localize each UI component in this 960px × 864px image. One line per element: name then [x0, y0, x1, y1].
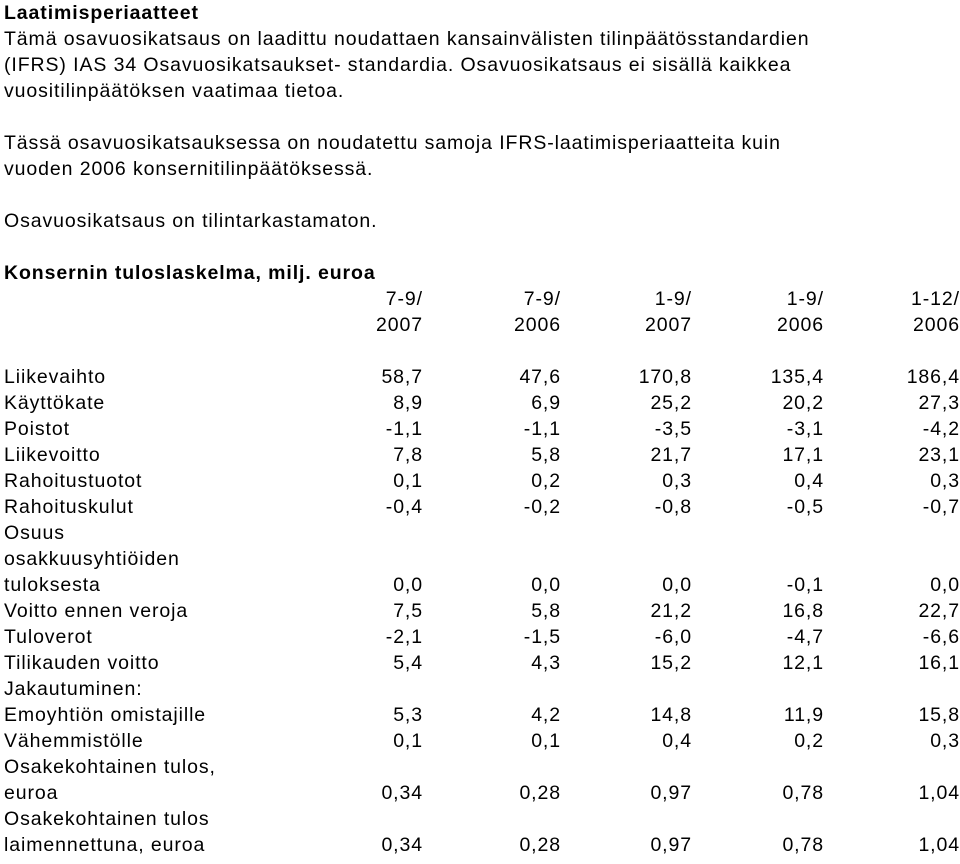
row-label: Tuloverot — [4, 626, 93, 648]
header-empty-cell — [4, 312, 241, 338]
value-cell: 0,1 — [531, 730, 561, 752]
value-cell: -0,7 — [922, 496, 960, 518]
value-cell — [241, 546, 423, 572]
column-header-year: 2006 — [913, 314, 960, 336]
value-cell: 21,7 — [650, 444, 692, 466]
paragraph-line: Tässä osavuosikatsauksessa on noudatettu samoja IFRS-laatimisperiaatteita kuin — [4, 132, 781, 154]
value-cell: 0,78 — [782, 834, 824, 856]
table-row — [4, 520, 960, 546]
table-row — [4, 416, 960, 442]
column-header-period: 1-9/ — [654, 288, 692, 310]
value-cell — [824, 520, 960, 546]
paragraph-line: vuositilinpäätöksen vaatimaa tietoa. — [4, 80, 345, 102]
row-label: Liikevaihto — [4, 366, 107, 388]
table-row — [4, 468, 960, 494]
paragraph-unaudited: Osavuosikatsaus on tilintarkastamaton. — [4, 210, 378, 232]
value-cell: 47,6 — [519, 366, 561, 388]
value-cell: 16,8 — [782, 600, 824, 622]
value-cell — [561, 520, 692, 546]
value-cell: 1,04 — [918, 834, 960, 856]
value-cell: 0,4 — [662, 730, 692, 752]
table-row — [4, 572, 960, 598]
value-cell: 135,4 — [770, 366, 824, 388]
value-cell — [423, 676, 561, 702]
row-label: Tilikauden voitto — [4, 652, 160, 674]
value-cell: 4,2 — [531, 704, 561, 726]
value-cell — [692, 754, 824, 780]
value-cell: 0,3 — [930, 730, 960, 752]
value-cell — [824, 806, 960, 832]
row-label: osakkuusyhtiöiden — [4, 548, 180, 570]
value-cell — [824, 546, 960, 572]
table-row — [4, 728, 960, 754]
row-label: Poistot — [4, 418, 70, 440]
value-cell: 27,3 — [918, 392, 960, 414]
value-cell: 0,78 — [782, 782, 824, 804]
value-cell: 12,1 — [782, 652, 824, 674]
value-cell: 16,1 — [918, 652, 960, 674]
table-body — [4, 364, 960, 858]
table-row — [4, 442, 960, 468]
value-cell: 20,2 — [782, 392, 824, 414]
value-cell — [423, 754, 561, 780]
row-label: Vähemmistölle — [4, 730, 144, 752]
value-cell: 0,97 — [650, 834, 692, 856]
value-cell: -0,5 — [786, 496, 824, 518]
header-row-periods — [4, 286, 960, 312]
header-row-years — [4, 312, 960, 338]
value-cell: -1,1 — [385, 418, 423, 440]
value-cell: 15,2 — [650, 652, 692, 674]
value-cell — [241, 676, 423, 702]
paragraph-line: vuoden 2006 konsernitilinpäätöksessä. — [4, 158, 374, 180]
value-cell: -4,7 — [786, 626, 824, 648]
value-cell: 6,9 — [531, 392, 561, 414]
value-cell — [824, 676, 960, 702]
value-cell — [561, 806, 692, 832]
value-cell: 0,97 — [650, 782, 692, 804]
value-cell: 0,1 — [393, 470, 423, 492]
value-cell: 21,2 — [650, 600, 692, 622]
section-heading-accounting-principles: Laatimisperiaatteet — [4, 2, 199, 24]
row-label: Rahoituskulut — [4, 496, 134, 518]
value-cell — [824, 754, 960, 780]
table-row — [4, 494, 960, 520]
column-header-year: 2007 — [376, 314, 423, 336]
value-cell: 7,5 — [393, 600, 423, 622]
paragraph-ifrs-principles — [4, 130, 958, 182]
value-cell: -2,1 — [385, 626, 423, 648]
value-cell — [241, 520, 423, 546]
value-cell: -6,6 — [922, 626, 960, 648]
value-cell: 186,4 — [906, 366, 960, 388]
row-label: Osakekohtainen tulos, — [4, 756, 216, 778]
value-cell: 0,0 — [662, 574, 692, 596]
column-header-period: 1-12/ — [911, 288, 960, 310]
value-cell: -4,2 — [922, 418, 960, 440]
value-cell: -0,8 — [654, 496, 692, 518]
table-row — [4, 676, 960, 702]
row-label: Osuus — [4, 522, 65, 544]
value-cell — [561, 754, 692, 780]
value-cell: -0,2 — [523, 496, 561, 518]
value-cell: 0,4 — [794, 470, 824, 492]
value-cell: -0,4 — [385, 496, 423, 518]
row-label: Osakekohtainen tulos — [4, 808, 210, 830]
table-row — [4, 754, 960, 780]
spacer — [4, 182, 958, 208]
value-cell — [692, 546, 824, 572]
row-label: euroa — [4, 782, 59, 804]
row-label: Käyttökate — [4, 392, 106, 414]
value-cell: 5,3 — [393, 704, 423, 726]
column-header-year: 2006 — [777, 314, 824, 336]
value-cell: 1,04 — [918, 782, 960, 804]
document-page — [4, 0, 958, 858]
value-cell: 58,7 — [381, 366, 423, 388]
spacer — [4, 104, 958, 130]
row-label: Rahoitustuotot — [4, 470, 143, 492]
value-cell: 0,34 — [381, 834, 423, 856]
table-row — [4, 650, 960, 676]
table-row — [4, 624, 960, 650]
value-cell: -3,5 — [654, 418, 692, 440]
paragraph-line: Tämä osavuosikatsaus on laadittu noudattaen kansainvälisten tilinpäätösstandardien — [4, 28, 810, 50]
header-empty-cell — [4, 286, 241, 312]
value-cell: 0,28 — [519, 834, 561, 856]
value-cell: -1,1 — [523, 418, 561, 440]
value-cell: 0,3 — [930, 470, 960, 492]
value-cell: -0,1 — [786, 574, 824, 596]
spacer-row — [4, 338, 960, 364]
value-cell: 0,0 — [930, 574, 960, 596]
value-cell: 5,8 — [531, 600, 561, 622]
table-row — [4, 832, 960, 858]
value-cell: 17,1 — [782, 444, 824, 466]
column-header-year: 2006 — [514, 314, 561, 336]
value-cell — [423, 546, 561, 572]
section-heading-income-statement: Konsernin tuloslaskelma, milj. euroa — [4, 262, 376, 284]
row-label: Emoyhtiön omistajille — [4, 704, 207, 726]
spacer — [4, 234, 958, 260]
table-row — [4, 702, 960, 728]
value-cell — [692, 676, 824, 702]
value-cell: 7,8 — [393, 444, 423, 466]
value-cell: 0,28 — [519, 782, 561, 804]
value-cell — [241, 754, 423, 780]
value-cell: 0,3 — [662, 470, 692, 492]
column-header-year: 2007 — [645, 314, 692, 336]
table-row — [4, 390, 960, 416]
value-cell: 0,0 — [393, 574, 423, 596]
row-label: Jakautuminen: — [4, 678, 143, 700]
row-label: Voitto ennen veroja — [4, 600, 189, 622]
value-cell — [423, 806, 561, 832]
value-cell: 170,8 — [638, 366, 692, 388]
column-header-period: 1-9/ — [786, 288, 824, 310]
column-header-period: 7-9/ — [385, 288, 423, 310]
value-cell: 23,1 — [918, 444, 960, 466]
income-statement-table — [4, 286, 960, 858]
value-cell — [692, 520, 824, 546]
table-row — [4, 546, 960, 572]
value-cell: 15,8 — [918, 704, 960, 726]
value-cell: 5,4 — [393, 652, 423, 674]
value-cell: -3,1 — [786, 418, 824, 440]
value-cell: 22,7 — [918, 600, 960, 622]
value-cell — [692, 806, 824, 832]
value-cell: 0,1 — [393, 730, 423, 752]
value-cell: 0,34 — [381, 782, 423, 804]
paragraph-line: (IFRS) IAS 34 Osavuosikatsaukset- standardia. Osavuosikatsaus ei sisällä kaikkea — [4, 54, 792, 76]
value-cell: 8,9 — [393, 392, 423, 414]
table-row — [4, 364, 960, 390]
row-label: Liikevoitto — [4, 444, 101, 466]
value-cell — [423, 520, 561, 546]
value-cell — [561, 546, 692, 572]
value-cell: 0,2 — [531, 470, 561, 492]
column-header-period: 7-9/ — [523, 288, 561, 310]
value-cell: 5,8 — [531, 444, 561, 466]
value-cell: 14,8 — [650, 704, 692, 726]
table-row — [4, 598, 960, 624]
value-cell — [561, 676, 692, 702]
table-row — [4, 806, 960, 832]
paragraph-ifrs-statement — [4, 26, 958, 104]
value-cell: 0,0 — [531, 574, 561, 596]
table-row — [4, 780, 960, 806]
value-cell: 0,2 — [794, 730, 824, 752]
value-cell — [241, 806, 423, 832]
row-label: tuloksesta — [4, 574, 101, 596]
value-cell: 11,9 — [783, 704, 824, 726]
value-cell: 4,3 — [531, 652, 561, 674]
value-cell: -1,5 — [523, 626, 561, 648]
value-cell: 25,2 — [650, 392, 692, 414]
value-cell: -6,0 — [654, 626, 692, 648]
row-label: laimennettuna, euroa — [4, 834, 206, 856]
